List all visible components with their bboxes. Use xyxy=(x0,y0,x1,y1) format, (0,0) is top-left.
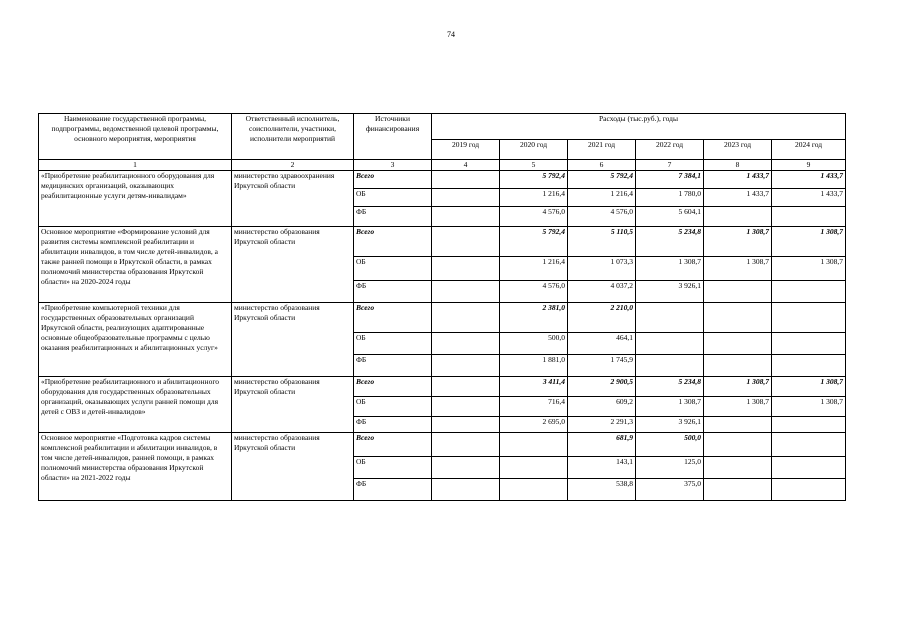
expense-value: 1 308,7 xyxy=(772,257,846,281)
expense-value xyxy=(432,377,500,397)
funding-source: Всего xyxy=(354,433,432,457)
expense-value: 1 745,9 xyxy=(568,355,636,377)
column-number: 1 xyxy=(39,160,232,171)
expense-value xyxy=(432,171,500,189)
funding-source: Всего xyxy=(354,227,432,257)
funding-source: ОБ xyxy=(354,333,432,355)
expense-value: 1 308,7 xyxy=(772,397,846,417)
expense-value xyxy=(432,479,500,501)
expense-value xyxy=(772,355,846,377)
expense-value: 1 308,7 xyxy=(704,397,772,417)
expense-value xyxy=(636,355,704,377)
expense-value: 5 792,4 xyxy=(500,171,568,189)
expense-value: 3 926,1 xyxy=(636,417,704,433)
expense-value xyxy=(704,457,772,479)
expense-value xyxy=(432,355,500,377)
expense-value: 538,8 xyxy=(568,479,636,501)
expense-value: 1 433,7 xyxy=(704,171,772,189)
column-number: 9 xyxy=(772,160,846,171)
header-year: 2022 год xyxy=(636,140,704,160)
expense-value xyxy=(500,479,568,501)
funding-source: Всего xyxy=(354,303,432,333)
expense-value xyxy=(432,397,500,417)
page-number: 74 xyxy=(447,30,455,39)
expense-value: 1 308,7 xyxy=(704,257,772,281)
expense-value: 1 308,7 xyxy=(772,227,846,257)
funding-source: ОБ xyxy=(354,189,432,207)
funding-source: ФБ xyxy=(354,417,432,433)
expense-value: 1 216,4 xyxy=(500,189,568,207)
expense-value: 500,0 xyxy=(500,333,568,355)
expense-value: 5 234,8 xyxy=(636,227,704,257)
expenses-table xyxy=(38,113,846,501)
expense-value xyxy=(432,333,500,355)
header-name: Наименование государственной программы, подпрограммы, ведомственной целевой программы, основного мероприятия, мероприятия xyxy=(39,114,232,160)
expense-value: 375,0 xyxy=(636,479,704,501)
expense-value xyxy=(772,479,846,501)
activity-name: «Приобретение компьютерной техники для государственных образовательных организаций Иркутской области, реализующих адаптированные основные общеобразовательные программы с целью оказания реабилитационных и абилитационных услуг» xyxy=(39,303,232,377)
expense-value: 3 926,1 xyxy=(636,281,704,303)
header-year: 2024 год xyxy=(772,140,846,160)
activity-name: «Приобретение реабилитационного и абилитационного оборудования для государственных образовательных организаций, оказывающих услуги ранней помощи для детей с ОВЗ и детей-инвалидов» xyxy=(39,377,232,433)
expense-value: 5 792,4 xyxy=(500,227,568,257)
expense-value: 5 604,1 xyxy=(636,207,704,227)
expense-value: 1 308,7 xyxy=(636,257,704,281)
funding-source: ФБ xyxy=(354,281,432,303)
column-number: 8 xyxy=(704,160,772,171)
expense-value: 5 110,5 xyxy=(568,227,636,257)
table-row xyxy=(39,171,846,189)
column-number: 7 xyxy=(636,160,704,171)
expense-value: 1 780,0 xyxy=(636,189,704,207)
expense-value xyxy=(772,207,846,227)
expense-value: 143,1 xyxy=(568,457,636,479)
executor-name: министерство здравоохранения Иркутской области xyxy=(232,171,354,227)
funding-source: ОБ xyxy=(354,397,432,417)
expense-value xyxy=(704,355,772,377)
expense-value xyxy=(772,281,846,303)
expense-value xyxy=(432,207,500,227)
header-year: 2021 год xyxy=(568,140,636,160)
expense-value: 1 433,7 xyxy=(772,171,846,189)
header-year: 2023 год xyxy=(704,140,772,160)
funding-source: ФБ xyxy=(354,355,432,377)
expense-value xyxy=(704,207,772,227)
expense-value: 3 411,4 xyxy=(500,377,568,397)
expense-value xyxy=(772,457,846,479)
expense-value: 2 210,0 xyxy=(568,303,636,333)
funding-source: Всего xyxy=(354,377,432,397)
activity-name: Основное мероприятие «Подготовка кадров системы комплексной реабилитации и абилитации инвалидов, в том числе детей-инвалидов, ранней помощи, в рамках полномочий министерства образования Иркутской области» на 2021-2022 годы xyxy=(39,433,232,501)
column-number: 3 xyxy=(354,160,432,171)
expense-value xyxy=(636,333,704,355)
column-number: 5 xyxy=(500,160,568,171)
expense-value: 1 881,0 xyxy=(500,355,568,377)
header-executor: Ответственный исполнитель, соисполнители, участники, исполнители мероприятий xyxy=(232,114,354,160)
table-row xyxy=(39,433,846,457)
expense-value xyxy=(500,457,568,479)
expense-value: 1 073,3 xyxy=(568,257,636,281)
activity-name: Основное мероприятие «Формирование условий для развития системы комплексной реабилитации и абилитации инвалидов, в том числе детей-инвалидов, а также ранней помощи в Иркутской области, в рамках полномочий министерства образования Иркутской области» на 2020-2024 годы xyxy=(39,227,232,303)
expense-value xyxy=(772,433,846,457)
expense-value xyxy=(432,281,500,303)
expense-value: 1 308,7 xyxy=(636,397,704,417)
expense-value: 1 308,7 xyxy=(704,227,772,257)
table-body xyxy=(39,171,846,501)
executor-name: министерство образования Иркутской области xyxy=(232,303,354,377)
expense-value xyxy=(432,257,500,281)
header-expenses: Расходы (тыс.руб.), годы xyxy=(432,114,846,140)
funding-source: Всего xyxy=(354,171,432,189)
expense-value: 500,0 xyxy=(636,433,704,457)
expense-value xyxy=(772,333,846,355)
expense-value xyxy=(704,433,772,457)
column-number: 6 xyxy=(568,160,636,171)
expense-value: 681,9 xyxy=(568,433,636,457)
expense-value xyxy=(432,189,500,207)
expense-value xyxy=(432,227,500,257)
header-year: 2019 год xyxy=(432,140,500,160)
funding-source: ОБ xyxy=(354,257,432,281)
expense-value: 4 037,2 xyxy=(568,281,636,303)
expense-value xyxy=(432,433,500,457)
header-year: 2020 год xyxy=(500,140,568,160)
expense-value: 716,4 xyxy=(500,397,568,417)
expense-value xyxy=(432,417,500,433)
expense-value: 4 576,0 xyxy=(568,207,636,227)
executor-name: министерство образования Иркутской области xyxy=(232,433,354,501)
funding-source: ФБ xyxy=(354,207,432,227)
activity-name: «Приобретение реабилитационного оборудования для медицинских организаций, оказывающих реабилитационные услуги детям-инвалидам» xyxy=(39,171,232,227)
expense-value xyxy=(704,303,772,333)
executor-name: министерство образования Иркутской области xyxy=(232,227,354,303)
funding-source: ОБ xyxy=(354,457,432,479)
expense-value: 1 433,7 xyxy=(704,189,772,207)
column-number: 2 xyxy=(232,160,354,171)
expense-value: 1 308,7 xyxy=(704,377,772,397)
expense-value: 2 695,0 xyxy=(500,417,568,433)
expense-value: 1 308,7 xyxy=(772,377,846,397)
expense-value: 609,2 xyxy=(568,397,636,417)
expense-value: 2 900,5 xyxy=(568,377,636,397)
expense-value xyxy=(704,479,772,501)
expense-value xyxy=(772,303,846,333)
expense-value xyxy=(704,333,772,355)
expense-value xyxy=(500,433,568,457)
expense-value: 1 216,4 xyxy=(500,257,568,281)
table-row xyxy=(39,303,846,333)
expense-value: 5 234,8 xyxy=(636,377,704,397)
expense-value: 4 576,0 xyxy=(500,281,568,303)
expense-value: 464,1 xyxy=(568,333,636,355)
expense-value: 1 433,7 xyxy=(772,189,846,207)
header-source: Источники финансирования xyxy=(354,114,432,160)
expense-value xyxy=(772,417,846,433)
expense-value xyxy=(704,417,772,433)
expense-value xyxy=(432,457,500,479)
expense-value: 7 384,1 xyxy=(636,171,704,189)
expense-value: 1 216,4 xyxy=(568,189,636,207)
executor-name: министерство образования Иркутской области xyxy=(232,377,354,433)
expense-value xyxy=(636,303,704,333)
funding-source: ФБ xyxy=(354,479,432,501)
expense-value: 2 381,0 xyxy=(500,303,568,333)
table-row xyxy=(39,227,846,257)
table-row xyxy=(39,377,846,397)
column-number: 4 xyxy=(432,160,500,171)
expense-value: 2 291,3 xyxy=(568,417,636,433)
expense-value: 4 576,0 xyxy=(500,207,568,227)
expense-value xyxy=(704,281,772,303)
expense-value: 125,0 xyxy=(636,457,704,479)
expense-value xyxy=(432,303,500,333)
expense-value: 5 792,4 xyxy=(568,171,636,189)
